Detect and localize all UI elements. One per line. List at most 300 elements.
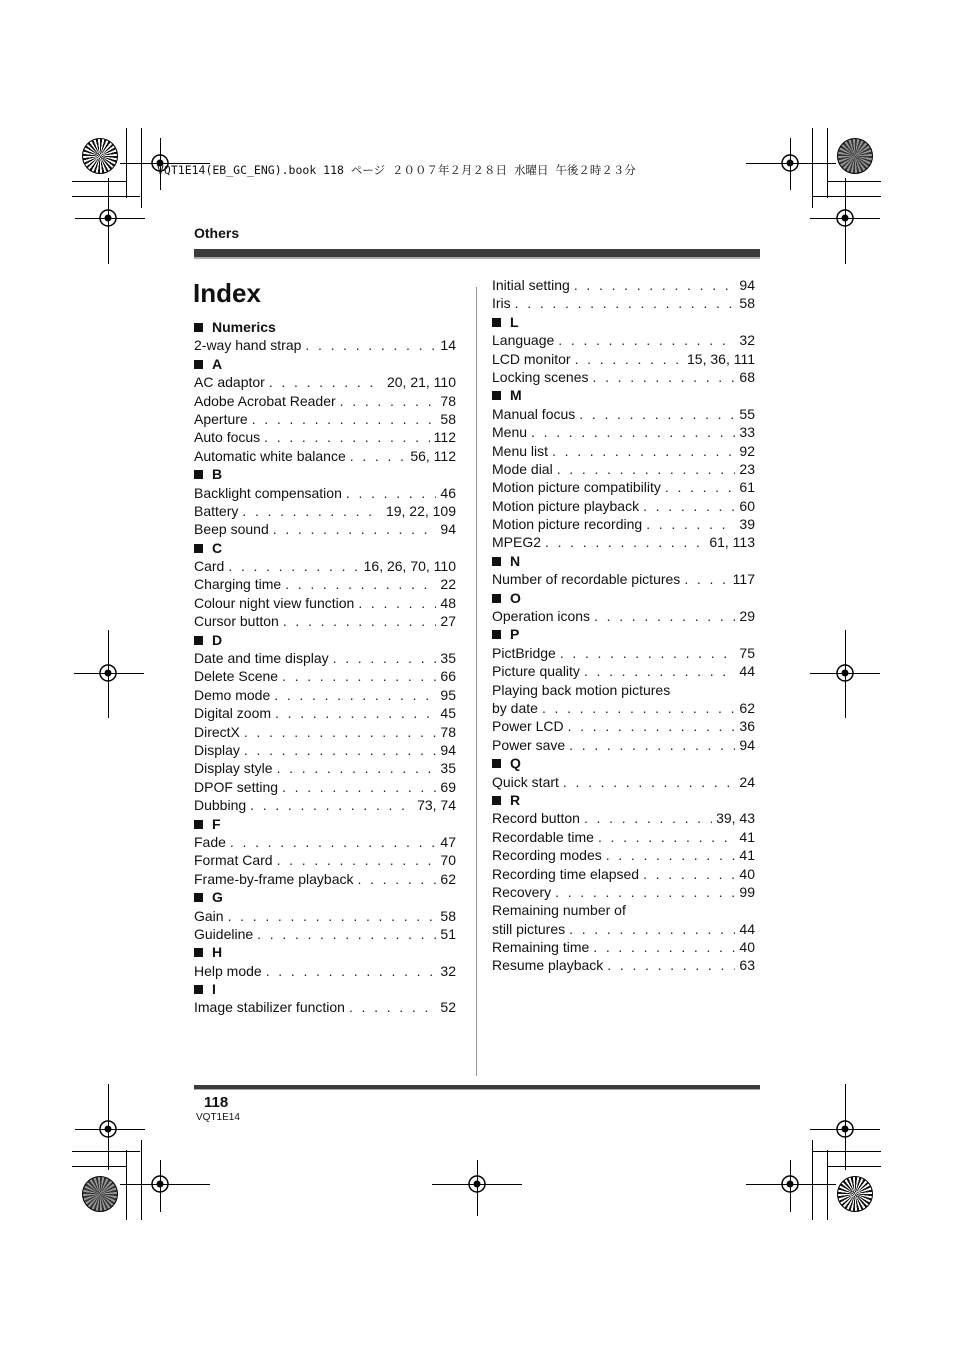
index-group-letter: Numerics	[212, 319, 276, 335]
index-term: Power LCD	[492, 718, 564, 735]
index-term: Motion picture recording	[492, 516, 643, 533]
index-term: PictBridge	[492, 644, 556, 661]
index-term: Operation icons	[492, 608, 591, 625]
index-entry	[492, 846, 755, 864]
index-entry	[492, 533, 755, 551]
dot-leader	[333, 649, 437, 667]
index-entry	[194, 870, 456, 888]
page-reference: 68	[739, 368, 755, 385]
square-bullet-icon	[194, 636, 203, 645]
dot-leader	[606, 846, 736, 864]
dot-leader	[275, 704, 436, 722]
dot-leader	[555, 883, 735, 901]
index-group-heading	[492, 552, 755, 570]
index-term: Recording modes	[492, 847, 602, 864]
dot-leader	[350, 447, 407, 465]
page-reference: 33	[739, 424, 755, 441]
color-target-icon	[837, 1176, 873, 1212]
page-reference: 69	[440, 778, 456, 795]
dot-leader	[250, 796, 413, 814]
page-reference: 78	[440, 392, 456, 409]
index-group	[194, 465, 456, 539]
index-term: Remaining number of	[492, 902, 626, 919]
page-reference: 19, 22, 109	[385, 502, 456, 519]
index-group-letter: I	[212, 981, 216, 998]
index-group-letter: H	[212, 944, 223, 961]
index-term: Motion picture playback	[492, 497, 640, 514]
index-group-letter: R	[510, 791, 521, 808]
index-term: Guideline	[194, 925, 254, 942]
index-term: Picture quality	[492, 663, 580, 680]
index-group-heading	[194, 888, 456, 906]
index-term: LCD monitor	[492, 350, 571, 367]
page-reference: 70	[440, 852, 456, 869]
index-entry	[492, 809, 755, 827]
index-term: Iris	[492, 295, 511, 312]
index-group-letter: M	[510, 387, 522, 404]
index-entry	[492, 478, 755, 496]
index-entry	[194, 686, 456, 704]
page-reference: 27	[440, 613, 456, 630]
index-term: Aperture	[194, 410, 248, 427]
index-entry	[194, 704, 456, 722]
index-group-heading	[194, 465, 456, 483]
index-entry	[492, 901, 755, 919]
index-entry	[492, 350, 755, 368]
dot-leader	[346, 484, 437, 502]
dot-leader	[274, 686, 436, 704]
index-group-heading	[194, 815, 456, 833]
page-reference: 32	[739, 332, 755, 349]
index-entry	[194, 962, 456, 980]
dot-leader	[282, 778, 436, 796]
index-entry	[194, 502, 456, 520]
index-entry	[194, 447, 456, 465]
index-group-heading	[492, 386, 755, 404]
index-group	[194, 943, 456, 980]
index-term: Number of recordable pictures	[492, 571, 681, 588]
index-term: Dubbing	[194, 797, 247, 814]
index-entry	[194, 520, 456, 538]
index-term: Menu list	[492, 442, 549, 459]
index-term: Adobe Acrobat Reader	[194, 392, 336, 409]
index-group	[492, 276, 755, 313]
index-group-heading	[194, 539, 456, 557]
index-group	[194, 888, 456, 943]
index-entry	[194, 410, 456, 428]
index-group	[492, 589, 755, 626]
index-entry	[194, 649, 456, 667]
index-group-letter: O	[510, 589, 521, 606]
index-term: Beep sound	[194, 521, 269, 538]
square-bullet-icon	[492, 594, 501, 603]
color-target-icon	[82, 138, 118, 174]
index-term: Power save	[492, 736, 566, 753]
registration-mark-icon	[96, 206, 120, 230]
index-term: Help mode	[194, 962, 262, 979]
page-reference: 35	[440, 760, 456, 777]
registration-mark-icon	[833, 1117, 857, 1141]
dot-leader	[228, 907, 437, 925]
file-header: VQT1E14(EB_GC_ENG).book 118 ページ ２００７年２月２８日 水曜日 午後２時２３分	[157, 163, 636, 177]
index-term: Mode dial	[492, 460, 553, 477]
index-entry	[492, 865, 755, 883]
index-entry	[492, 405, 755, 423]
index-entry	[194, 925, 456, 943]
page-reference: 44	[739, 663, 755, 680]
dot-leader	[252, 410, 437, 428]
dot-leader	[607, 956, 735, 974]
dot-leader	[574, 276, 736, 294]
index-group	[492, 552, 755, 589]
index-term: AC adaptor	[194, 374, 265, 391]
index-term: Charging time	[194, 576, 282, 593]
index-entry	[492, 570, 755, 588]
square-bullet-icon	[492, 759, 501, 768]
dot-leader	[358, 870, 437, 888]
page-reference: 112	[433, 429, 456, 446]
index-group-heading	[194, 355, 456, 373]
index-entry	[492, 717, 755, 735]
page-reference: 94	[440, 741, 456, 758]
page-reference: 41	[739, 847, 755, 864]
index-group-letter: Q	[510, 755, 521, 772]
top-rule-shadow	[194, 257, 760, 259]
section-label: Others	[194, 225, 240, 241]
index-term: Format Card	[194, 852, 273, 869]
square-bullet-icon	[194, 323, 203, 332]
index-term: Backlight compensation	[194, 484, 342, 501]
index-group-letter: D	[212, 631, 223, 648]
page-reference: 99	[739, 883, 755, 900]
index-term: MPEG2	[492, 534, 542, 551]
index-group-letter: F	[212, 815, 221, 832]
page-reference: 40	[739, 865, 755, 882]
index-term: by date	[492, 699, 538, 716]
dot-leader	[557, 460, 736, 478]
dot-leader	[283, 612, 437, 630]
dot-leader	[349, 998, 436, 1016]
index-entry	[194, 612, 456, 630]
page-code: VQT1E14	[196, 1112, 240, 1123]
dot-leader	[584, 662, 735, 680]
index-entry	[492, 956, 755, 974]
index-term: Motion picture compatibility	[492, 479, 661, 496]
square-bullet-icon	[492, 630, 501, 639]
index-entry	[492, 828, 755, 846]
dot-leader	[531, 423, 735, 441]
page-reference: 61, 113	[709, 534, 755, 551]
color-target-icon	[837, 138, 873, 174]
index-term: Frame-by-frame playback	[194, 870, 354, 887]
index-group-heading	[492, 791, 755, 809]
index-entry	[492, 773, 755, 791]
index-term: Locking scenes	[492, 368, 589, 385]
page-reference: 94	[739, 277, 755, 293]
page-reference: 14	[440, 337, 456, 354]
index-entry	[194, 667, 456, 685]
page-reference: 56, 112	[410, 447, 456, 464]
square-bullet-icon	[492, 318, 501, 327]
index-entry	[492, 883, 755, 901]
index-term: Menu	[492, 424, 528, 441]
dot-leader	[305, 336, 436, 354]
page-reference: 60	[739, 497, 755, 514]
dot-leader	[665, 478, 736, 496]
square-bullet-icon	[194, 985, 203, 994]
index-entry	[492, 644, 755, 662]
index-term: Colour night view function	[194, 594, 355, 611]
index-term: Image stabilizer function	[194, 999, 345, 1016]
page-title: Index	[193, 278, 261, 308]
index-entry	[492, 497, 755, 515]
dot-leader	[244, 741, 437, 759]
column-divider	[476, 287, 477, 1076]
index-entry	[194, 723, 456, 741]
page-reference: 94	[440, 521, 456, 538]
registration-mark-icon	[96, 1117, 120, 1141]
square-bullet-icon	[194, 820, 203, 829]
index-term: Automatic white balance	[194, 447, 346, 464]
index-entry	[194, 484, 456, 502]
index-group-heading	[492, 589, 755, 607]
index-entry	[194, 998, 456, 1016]
dot-leader	[643, 497, 735, 515]
index-term: DPOF setting	[194, 778, 279, 795]
page-reference: 20, 21, 110	[386, 374, 456, 391]
index-entry	[194, 796, 456, 814]
square-bullet-icon	[492, 391, 501, 400]
registration-mark-icon	[465, 1172, 489, 1196]
dot-leader	[575, 350, 683, 368]
index-entry	[194, 392, 456, 410]
index-group	[194, 355, 456, 465]
color-target-icon	[82, 1176, 118, 1212]
page-reference: 62	[440, 870, 456, 887]
page-reference: 32	[440, 962, 456, 979]
dot-leader	[277, 851, 437, 869]
index-term: Fade	[194, 833, 226, 850]
page-reference: 92	[739, 442, 755, 459]
square-bullet-icon	[492, 557, 501, 566]
index-entry	[492, 460, 755, 478]
registration-mark-icon	[833, 206, 857, 230]
dot-leader	[282, 667, 436, 685]
index-entry	[492, 276, 755, 294]
page-number: 118	[204, 1094, 229, 1111]
page-reference: 22	[440, 576, 456, 593]
index-column-right	[492, 276, 755, 975]
dot-leader	[277, 759, 437, 777]
index-entry	[194, 759, 456, 777]
index-group	[492, 313, 755, 387]
dot-leader	[568, 717, 736, 735]
page-reference: 58	[440, 410, 456, 427]
registration-mark-icon	[778, 151, 802, 175]
index-entry	[492, 607, 755, 625]
page-reference: 36	[739, 718, 755, 735]
index-group-letter: B	[212, 466, 223, 483]
index-group-heading	[194, 980, 456, 998]
square-bullet-icon	[194, 948, 203, 957]
dot-leader	[257, 925, 436, 943]
index-term: Language	[492, 332, 555, 349]
dot-leader	[558, 331, 735, 349]
index-group-heading	[194, 318, 456, 336]
dot-leader	[569, 736, 735, 754]
dot-leader	[264, 428, 430, 446]
index-group	[492, 754, 755, 791]
dot-leader	[545, 533, 705, 551]
dot-leader	[542, 699, 735, 717]
index-entry	[492, 938, 755, 956]
index-term: Recovery	[492, 883, 552, 900]
index-group	[492, 625, 755, 754]
page-reference: 45	[440, 705, 456, 722]
dot-leader	[584, 809, 712, 827]
index-group	[194, 815, 456, 889]
page-reference: 117	[732, 571, 755, 588]
index-group-letter: G	[212, 889, 223, 906]
index-group	[194, 318, 456, 355]
index-entry	[492, 699, 755, 717]
index-term: still pictures	[492, 920, 566, 937]
index-entry	[492, 423, 755, 441]
index-group	[194, 631, 456, 815]
index-group	[194, 539, 456, 631]
page-reference: 16, 26, 70, 110	[363, 558, 456, 575]
dot-leader	[552, 442, 735, 460]
page-reference: 95	[440, 686, 456, 703]
index-entry	[194, 373, 456, 391]
index-term: Gain	[194, 907, 224, 924]
index-group	[194, 980, 456, 1017]
dot-leader	[358, 594, 436, 612]
dot-leader	[560, 644, 736, 662]
page-reference: 75	[739, 644, 755, 661]
square-bullet-icon	[194, 360, 203, 369]
index-entry	[492, 662, 755, 680]
page-reference: 24	[739, 773, 755, 790]
index-entry	[492, 368, 755, 386]
page-reference: 55	[739, 405, 755, 422]
dot-leader	[515, 294, 736, 312]
page-reference: 94	[739, 736, 755, 753]
index-group	[492, 386, 755, 552]
index-entry	[194, 778, 456, 796]
dot-leader	[594, 607, 735, 625]
index-term: Cursor button	[194, 613, 279, 630]
index-entry	[194, 907, 456, 925]
index-entry	[492, 294, 755, 312]
square-bullet-icon	[194, 544, 203, 553]
dot-leader	[598, 828, 735, 846]
page-reference: 66	[440, 668, 456, 685]
registration-mark-icon	[833, 661, 857, 685]
index-term: Digital zoom	[194, 705, 272, 722]
index-term: Recordable time	[492, 828, 594, 845]
index-term: Display	[194, 741, 240, 758]
dot-leader	[273, 520, 437, 538]
index-entry	[492, 736, 755, 754]
index-group-heading	[492, 754, 755, 772]
index-entry	[492, 681, 755, 699]
dot-leader	[242, 502, 382, 520]
index-group	[492, 791, 755, 975]
dot-leader	[569, 920, 735, 938]
index-term: Display style	[194, 760, 273, 777]
index-term: Remaining time	[492, 939, 590, 956]
registration-mark-icon	[96, 661, 120, 685]
index-term: Quick start	[492, 773, 559, 790]
page-reference: 41	[739, 828, 755, 845]
page-reference: 58	[739, 295, 755, 312]
index-term: Battery	[194, 502, 239, 519]
index-entry	[194, 557, 456, 575]
page-reference: 78	[440, 723, 456, 740]
dot-leader	[266, 962, 437, 980]
index-term: Manual focus	[492, 405, 576, 422]
dot-leader	[643, 865, 735, 883]
page-reference: 29	[739, 608, 755, 625]
index-group-letter: N	[510, 552, 521, 569]
dot-leader	[230, 833, 437, 851]
index-term: Delete Scene	[194, 668, 279, 685]
dot-leader	[340, 392, 437, 410]
index-entry	[492, 331, 755, 349]
dot-leader	[579, 405, 735, 423]
dot-leader	[684, 570, 728, 588]
index-term: Date and time display	[194, 650, 329, 667]
bottom-rule-shadow	[194, 1089, 760, 1090]
index-group-heading	[194, 943, 456, 961]
registration-mark-icon	[148, 1172, 172, 1196]
page-reference: 51	[440, 925, 456, 942]
index-entry	[194, 575, 456, 593]
page-reference: 35	[440, 650, 456, 667]
page-reference: 44	[739, 920, 755, 937]
index-entry	[194, 741, 456, 759]
page-reference: 62	[739, 699, 755, 716]
dot-leader	[593, 368, 736, 386]
dot-leader	[646, 515, 735, 533]
index-entry	[492, 515, 755, 533]
page-reference: 73, 74	[417, 797, 456, 814]
square-bullet-icon	[194, 893, 203, 902]
page-reference: 40	[739, 939, 755, 956]
dot-leader	[563, 773, 736, 791]
dot-leader	[593, 938, 735, 956]
index-group-heading	[492, 625, 755, 643]
index-term: Recording time elapsed	[492, 865, 640, 882]
page-reference: 39	[739, 516, 755, 533]
index-group-letter: L	[510, 313, 519, 330]
page-reference: 48	[440, 594, 456, 611]
registration-mark-icon	[778, 1172, 802, 1196]
index-term: Card	[194, 558, 225, 575]
index-group-heading	[492, 313, 755, 331]
top-rule	[194, 249, 760, 257]
index-entry	[194, 833, 456, 851]
index-group-letter: C	[212, 539, 223, 556]
index-group-letter: P	[510, 626, 520, 643]
page-reference: 15, 36, 111	[687, 350, 755, 367]
dot-leader	[228, 557, 359, 575]
index-group-letter: A	[212, 355, 223, 372]
square-bullet-icon	[492, 796, 501, 805]
page-reference: 61	[739, 479, 755, 496]
index-term: 2-way hand strap	[194, 337, 302, 354]
